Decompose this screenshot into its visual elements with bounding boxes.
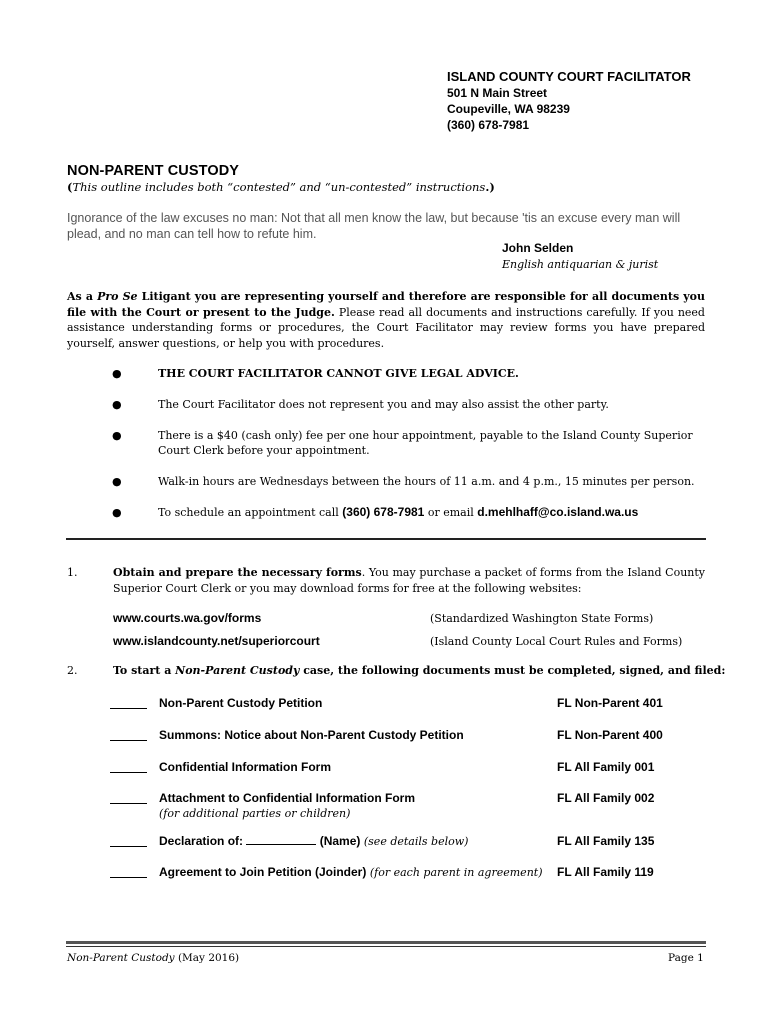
- form-code: FL All Family 135: [557, 834, 655, 848]
- document-title: NON-PARENT CUSTODY: [67, 163, 240, 179]
- document-checklist-row: [110, 865, 710, 895]
- facilitator-address-block: [447, 69, 691, 133]
- courts-website-link[interactable]: www.courts.wa.gov/forms: [113, 611, 262, 625]
- schedule-phone: (360) 678-7981: [342, 505, 425, 519]
- facilitator-city: Coupeville, WA 98239: [447, 102, 570, 116]
- islandcounty-website-link[interactable]: www.islandcounty.net/superiorcourt: [113, 634, 320, 648]
- checkoff-blank[interactable]: [110, 772, 147, 773]
- intro-lead: As a Pro Se Litigant you are representing yourself and therefore are responsible for all documents you file with the Court or present to the Judge.: [67, 290, 705, 319]
- subtitle-open-paren: (: [67, 180, 73, 194]
- document-name: Confidential Information Form: [159, 760, 331, 774]
- note-text: THE COURT FACILITATOR CANNOT GIVE LEGAL ADVICE.: [158, 367, 519, 380]
- subtitle-close-paren: .): [485, 180, 495, 194]
- epigraph-quote: Ignorance of the law excuses no man: Not that all men know the law, but because 'tis an excuse every man will plead, and no man can tell how to refute him.: [67, 211, 681, 241]
- facilitator-street: 501 N Main Street: [447, 86, 548, 100]
- footer-divider: [66, 941, 706, 944]
- document-name: Summons: Notice about Non-Parent Custody Petition: [159, 728, 464, 742]
- form-code: FL Non-Parent 400: [557, 728, 663, 742]
- pro-se-intro-paragraph: [67, 289, 705, 351]
- note-text: The Court Facilitator does not represent you and may also assist the other party.: [158, 398, 609, 411]
- checkoff-blank[interactable]: [110, 740, 147, 741]
- document-name: Declaration of: (Name) (see details below): [159, 834, 469, 848]
- intro-rest: Please read all documents and instructions carefully. If you need assistance understanding forms or procedures, the Court Facilitator may review forms you have prepared yourself, answer questions, or help you with procedures.: [67, 305, 705, 350]
- checkoff-blank[interactable]: [110, 708, 147, 709]
- quote-author: John Selden: [502, 241, 574, 255]
- document-name: Agreement to Join Petition (Joinder) (for each parent in agreement): [159, 865, 543, 879]
- form-code: FL All Family 002: [557, 791, 655, 805]
- subtitle-text: This outline includes both “contested” and “un-contested” instructions: [72, 180, 486, 194]
- bullet-icon: ●: [112, 475, 122, 488]
- document-checklist-row: [110, 791, 710, 821]
- facilitator-phone: (360) 678-7981: [447, 118, 530, 132]
- schedule-note: To schedule an appointment call (360) 678-7981 or email d.mehlhaff@co.island.wa.us: [158, 505, 639, 519]
- document-name: Attachment to Confidential Information Form: [159, 791, 415, 805]
- page-number: Page 1: [668, 952, 704, 964]
- document-name: Non-Parent Custody Petition: [159, 696, 323, 710]
- website-description: (Standardized Washington State Forms): [430, 612, 654, 625]
- bullet-icon: ●: [112, 506, 122, 519]
- document-checklist-row: [110, 696, 710, 726]
- section-divider: [66, 538, 706, 540]
- form-code: FL Non-Parent 401: [557, 696, 663, 710]
- document-note: (for each parent in agreement): [366, 866, 543, 879]
- website-description: (Island County Local Court Rules and Forms): [430, 635, 683, 648]
- bullet-icon: ●: [112, 367, 122, 380]
- document-checklist-row: [110, 728, 710, 758]
- footer-divider-thin: [66, 946, 706, 947]
- bullet-icon: ●: [112, 429, 122, 442]
- document-note: (see details below): [360, 835, 469, 848]
- step-number: 1.: [67, 566, 78, 579]
- note-text: Walk-in hours are Wednesdays between the hours of 11 a.m. and 4 p.m., 15 minutes per person.: [158, 475, 695, 488]
- schedule-email-link[interactable]: d.mehlhaff@co.island.wa.us: [477, 505, 639, 519]
- note-text: There is a $40 (cash only) fee per one hour appointment, payable to the Island County Superior Court Clerk before your appointment.: [158, 429, 693, 457]
- quote-author-role: English antiquarian & jurist: [502, 258, 659, 271]
- document-subnote: (for additional parties or children): [159, 807, 351, 820]
- bullet-icon: ●: [112, 398, 122, 411]
- document-subtitle: [67, 180, 495, 194]
- name-fill-line[interactable]: [246, 834, 316, 845]
- document-checklist-row: [110, 834, 710, 864]
- facilitator-name: ISLAND COUNTY COURT FACILITATOR: [447, 69, 691, 84]
- checkoff-blank[interactable]: [110, 877, 147, 878]
- checkoff-blank[interactable]: [110, 803, 147, 804]
- document-checklist-row: [110, 760, 710, 790]
- step-1-text: Obtain and prepare the necessary forms. You may purchase a packet of forms from the Island County Superior Court Clerk or you may download forms for free at the following websites:: [113, 566, 706, 595]
- footer-document-title: Non-Parent Custody (May 2016): [67, 952, 240, 964]
- form-code: FL All Family 001: [557, 760, 655, 774]
- step-2-text: To start a Non-Parent Custody case, the following documents must be completed, signed, and filed:: [113, 664, 726, 677]
- checkoff-blank[interactable]: [110, 846, 147, 847]
- step-number: 2.: [67, 664, 78, 677]
- form-code: FL All Family 119: [557, 865, 654, 879]
